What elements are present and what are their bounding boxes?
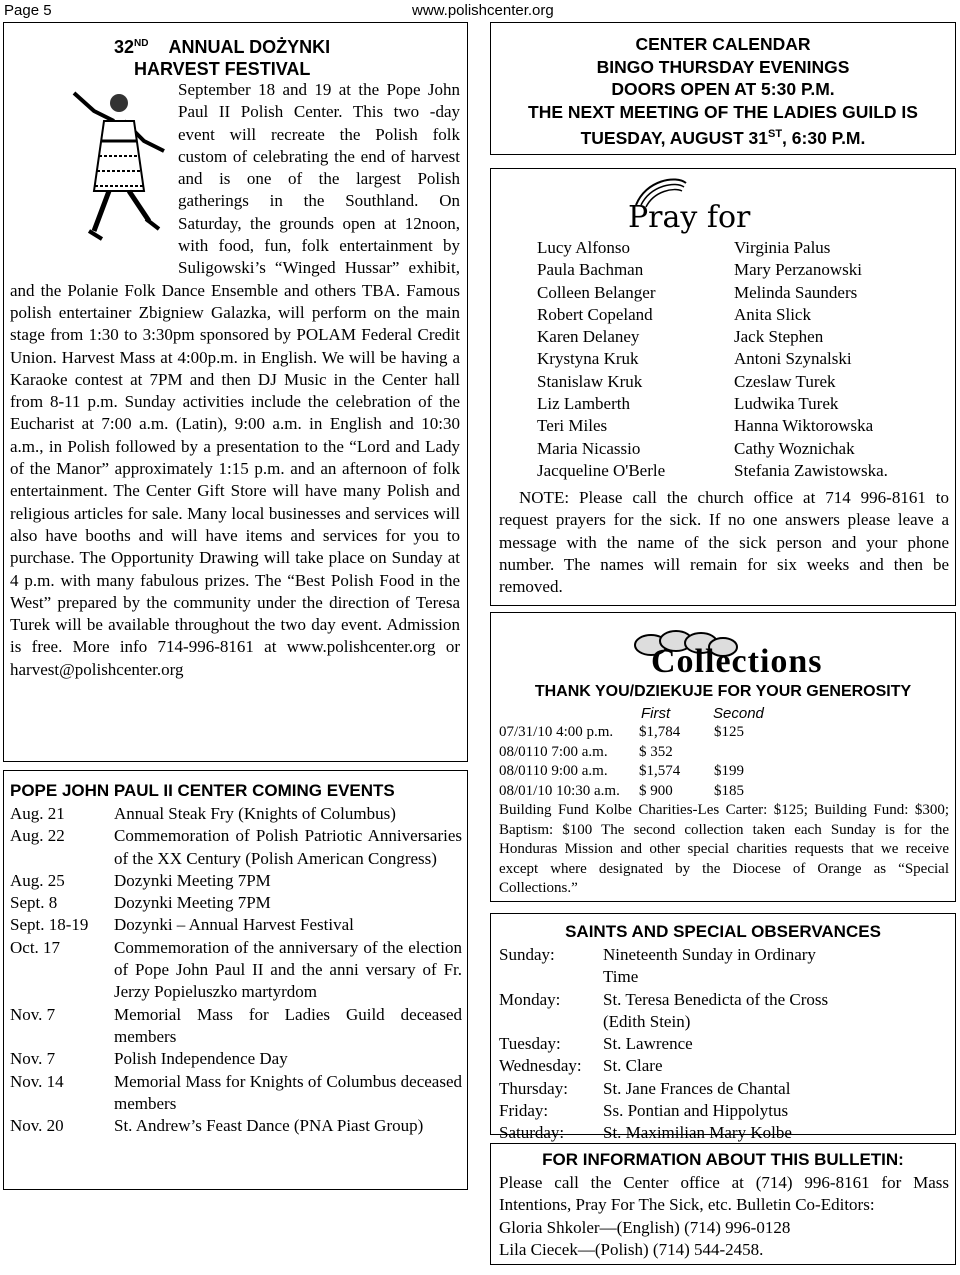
info-title: FOR INFORMATION ABOUT THIS BULLETIN: [542, 1150, 904, 1169]
saint-day: Monday: [499, 989, 561, 1009]
event-date: Aug. 25 [10, 870, 65, 890]
collections-note: Building Fund Kolbe Charities-Les Carter: $125; Building Fund: $300; Baptism: $100 The second collection taken each Sunday is for the Honduras Mission and other special charities requests that we receive except where designated by the Diocese of Orange as “Special Collections.” [499, 802, 949, 896]
collection-row [499, 762, 774, 782]
saint-row [499, 1122, 853, 1144]
prayer-name: Krystyna Kruk [537, 349, 639, 369]
collection-date: 08/0110 7:00 a.m. [499, 743, 608, 760]
prayer-name: Anita Slick [734, 304, 811, 324]
calendar-meeting-date: TUESDAY, AUGUST 31ST, 6:30 P.M. [580, 127, 866, 148]
saint-row [499, 944, 853, 989]
saints-box [490, 913, 956, 1143]
event-date: Aug. 21 [10, 804, 65, 823]
event-description: Polish Independence Day [114, 1049, 288, 1069]
event-row [10, 1071, 462, 1116]
collection-second [714, 743, 774, 763]
calendar-title: CENTER CALENDAR [635, 34, 811, 54]
saint-row [499, 989, 853, 1034]
event-date: Sept. 8 [10, 893, 58, 913]
event-row [10, 870, 462, 892]
event-description: Memorial Mass for Ladies Guild deceased members [114, 1004, 462, 1046]
prayer-name: Jack Stephen [734, 327, 824, 347]
event-row [10, 1048, 462, 1070]
prayer-name: Hanna Wiktorowska [734, 416, 874, 436]
event-description: Commemoration of the anniversary of the election of Pope John Paul II and the anni versary of Fr. Jerzy Popieluszko martyrdom [114, 937, 462, 1002]
event-row [10, 914, 462, 936]
saint-name: St. Lawrence [603, 1034, 693, 1054]
collection-first: $ 900 [639, 782, 673, 799]
prayer-name: Ludwika Turek [734, 394, 839, 414]
pray-for-box [490, 168, 956, 606]
collection-first: $ 352 [639, 743, 673, 760]
saint-name: Nineteenth Sunday in Ordinary Time [603, 945, 816, 987]
prayer-names-col2 [734, 237, 954, 482]
event-description: Memorial Mass for Knights of Columbus deceased members [114, 1071, 462, 1113]
collections-table [499, 723, 774, 801]
collection-second: $199 [714, 763, 744, 779]
collection-second: $125 [714, 724, 744, 740]
prayer-name: Virginia Palus [734, 238, 831, 257]
page-number: Page 5 [4, 2, 52, 19]
event-date: Nov. 7 [10, 1049, 56, 1069]
prayer-name: Mary Perzanowski [734, 260, 862, 280]
event-date: Aug. 22 [10, 826, 65, 846]
bulletin-info-box [490, 1143, 956, 1265]
prayer-name: Paula Bachman [537, 260, 644, 280]
saint-row [499, 1078, 853, 1100]
collection-second: $185 [714, 782, 744, 799]
event-description: Dozynki – Annual Harvest Festival [114, 915, 354, 935]
svg-text:Pray for: Pray for [628, 200, 751, 235]
event-description: Commemoration of Polish Patriotic Anniversaries of the XX Century (Polish American Congress) [114, 826, 462, 868]
center-calendar-box [490, 22, 956, 155]
saint-day: Friday: [499, 1101, 549, 1121]
harvest-festival-box [3, 22, 468, 762]
collection-first: $1,574 [639, 763, 681, 779]
prayer-name: Robert Copeland [537, 304, 653, 324]
prayer-name: Liz Lamberth [537, 394, 630, 414]
collection-date: 08/0110 9:00 a.m. [499, 763, 608, 779]
event-row [10, 803, 462, 825]
event-description: Dozynki Meeting 7PM [114, 870, 271, 890]
collections-thank: THANK YOU/DZIEKUJE FOR YOUR GENEROSITY [534, 683, 912, 700]
collections-box [490, 612, 956, 902]
prayer-name: Cathy Woznichak [734, 438, 855, 458]
event-row [10, 825, 462, 870]
saint-day: Thursday: [499, 1078, 568, 1098]
first-label: First [641, 705, 671, 722]
events-title: POPE JOHN PAUL II CENTER COMING EVENTS [10, 781, 395, 800]
collection-row [499, 743, 774, 763]
saint-day: Saturday: [499, 1123, 565, 1143]
saint-name: St. Maximilian Mary Kolbe [603, 1123, 792, 1143]
pray-for-logo [616, 175, 846, 235]
calendar-bingo: BINGO THURSDAY EVENINGS [596, 56, 850, 77]
event-date: Oct. 17 [10, 937, 61, 957]
saint-day: Sunday: [499, 945, 555, 964]
event-row [10, 892, 462, 914]
events-table [10, 803, 462, 1137]
event-date: Nov. 20 [10, 1116, 64, 1136]
saint-row [499, 1100, 853, 1122]
saint-name: St. Jane Frances de Chantal [603, 1078, 791, 1098]
collection-date: 07/31/10 4:00 p.m. [499, 724, 614, 740]
saint-day: Wednesday: [499, 1056, 582, 1076]
collection-row [499, 723, 774, 743]
event-date: Sept. 18-19 [10, 915, 89, 935]
second-label: Second [713, 705, 764, 722]
saint-name: St. Clare [603, 1056, 663, 1076]
saints-title: SAINTS AND SPECIAL OBSERVANCES [565, 922, 881, 941]
event-date: Nov. 14 [10, 1071, 64, 1091]
saint-row [499, 1033, 853, 1055]
prayer-name: Colleen Belanger [537, 282, 656, 302]
event-description: Annual Steak Fry (Knights of Columbus) [114, 804, 396, 823]
harvest-title: 32ND ANNUAL DOŻYNKI HARVEST FESTIVAL [114, 37, 331, 79]
saint-name: St. Teresa Benedicta of the Cross (Edith Stein) [603, 989, 829, 1031]
event-description: Dozynki Meeting 7PM [114, 893, 271, 913]
event-date: Nov. 7 [10, 1004, 56, 1024]
saints-table [499, 944, 853, 1145]
coming-events-box [3, 770, 468, 1190]
event-row [10, 937, 462, 1004]
event-row [10, 1115, 462, 1137]
harvest-body: September 18 and 19 at the Pope John Paul II Polish Center. This two -day event will recreate the Polish folk custom of celebrating the end of harvest and is one of the largest Polish gatherings in the Southland. On Saturday, the grounds open at 12noon, with food, fun, folk entertainment by Suligowski’s “Winged Hussar” exhibit, and the Polanie Folk Dance Ensemble and others TBA. Famous polish entertainer Zbigniew Galazka, will perform on the main stage from 1:30 to 3:30pm sponsored by POLAM Federal Credit Union. Harvest Mass at 4:00p.m. in English. We will be having a Karaoke contest at 7PM and then DJ Music in the Center hall from 8-11 p.m. Sunday activities include the celebration of the Eucharist at 7:00 a.m. (Latin), 9:00 a.m. in English and 10:30 a.m., in Polish followed by a presentation to the “Lord and Lady of the Manor” approximately 1:15 p.m. and an afternoon of folk entertainment. The Center Gift Store will have many Polish and religious articles for sale. Many local businesses and services will also have booths and will have items and services for you to purchase. The Opportunity Drawing will take place on Sunday at 4 p.m. with many fabulous prizes. The “Best Polish Food in the West” prepared by the community under the direction of Teresa Turek will be available throughout the two day event. Admission is free. More info 714-996-8161 at www.polishcenter.org or harvest@polishcenter.org [10, 80, 460, 679]
collections-logo: Collections [651, 643, 823, 680]
saint-row [499, 1055, 853, 1077]
prayer-name: Stefania Zawistowska. [734, 460, 888, 480]
prayer-name: Antoni Szynalski [734, 349, 852, 369]
header-url[interactable]: www.polishcenter.org [412, 2, 554, 19]
prayer-names-col1 [537, 237, 737, 482]
info-body: Please call the Center office at (714) 996-8161 for Mass Intentions, Pray For The Sick, etc. Bulletin Co-Editors: Gloria Shkoler—(English) (714) 996-0128 Lila Ciecek—(Polish) (714) 544-2458. [499, 1173, 949, 1259]
prayer-note: NOTE: Please call the church office at 714 996-8161 to request prayers for the sick. If no one answers please leave a message with the name of the sick person and your phone number. The names will remain for six weeks and then be removed. [499, 488, 949, 597]
calendar-doors: DOORS OPEN AT 5:30 P.M. [611, 79, 835, 99]
prayer-name: Jacqueline O'Berle [537, 460, 666, 480]
prayer-name: Maria Nicassio [537, 438, 641, 458]
saint-name: Ss. Pontian and Hippolytus [603, 1101, 789, 1121]
prayer-name: Lucy Alfonso [537, 238, 631, 257]
prayer-name: Melinda Saunders [734, 282, 858, 302]
collection-row [499, 782, 774, 802]
saint-day: Tuesday: [499, 1034, 561, 1054]
collection-date: 08/01/10 10:30 a.m. [499, 782, 620, 799]
prayer-name: Czeslaw Turek [734, 371, 836, 391]
prayer-name: Teri Miles [537, 416, 608, 436]
event-row [10, 1004, 462, 1049]
collection-first: $1,784 [639, 724, 681, 740]
prayer-name: Karen Delaney [537, 327, 640, 347]
event-description: St. Andrew’s Feast Dance (PNA Piast Group) [114, 1116, 424, 1136]
page-header [0, 0, 960, 22]
prayer-name: Stanislaw Kruk [537, 371, 643, 391]
calendar-meeting: THE NEXT MEETING OF THE LADIES GUILD IS [528, 101, 918, 122]
